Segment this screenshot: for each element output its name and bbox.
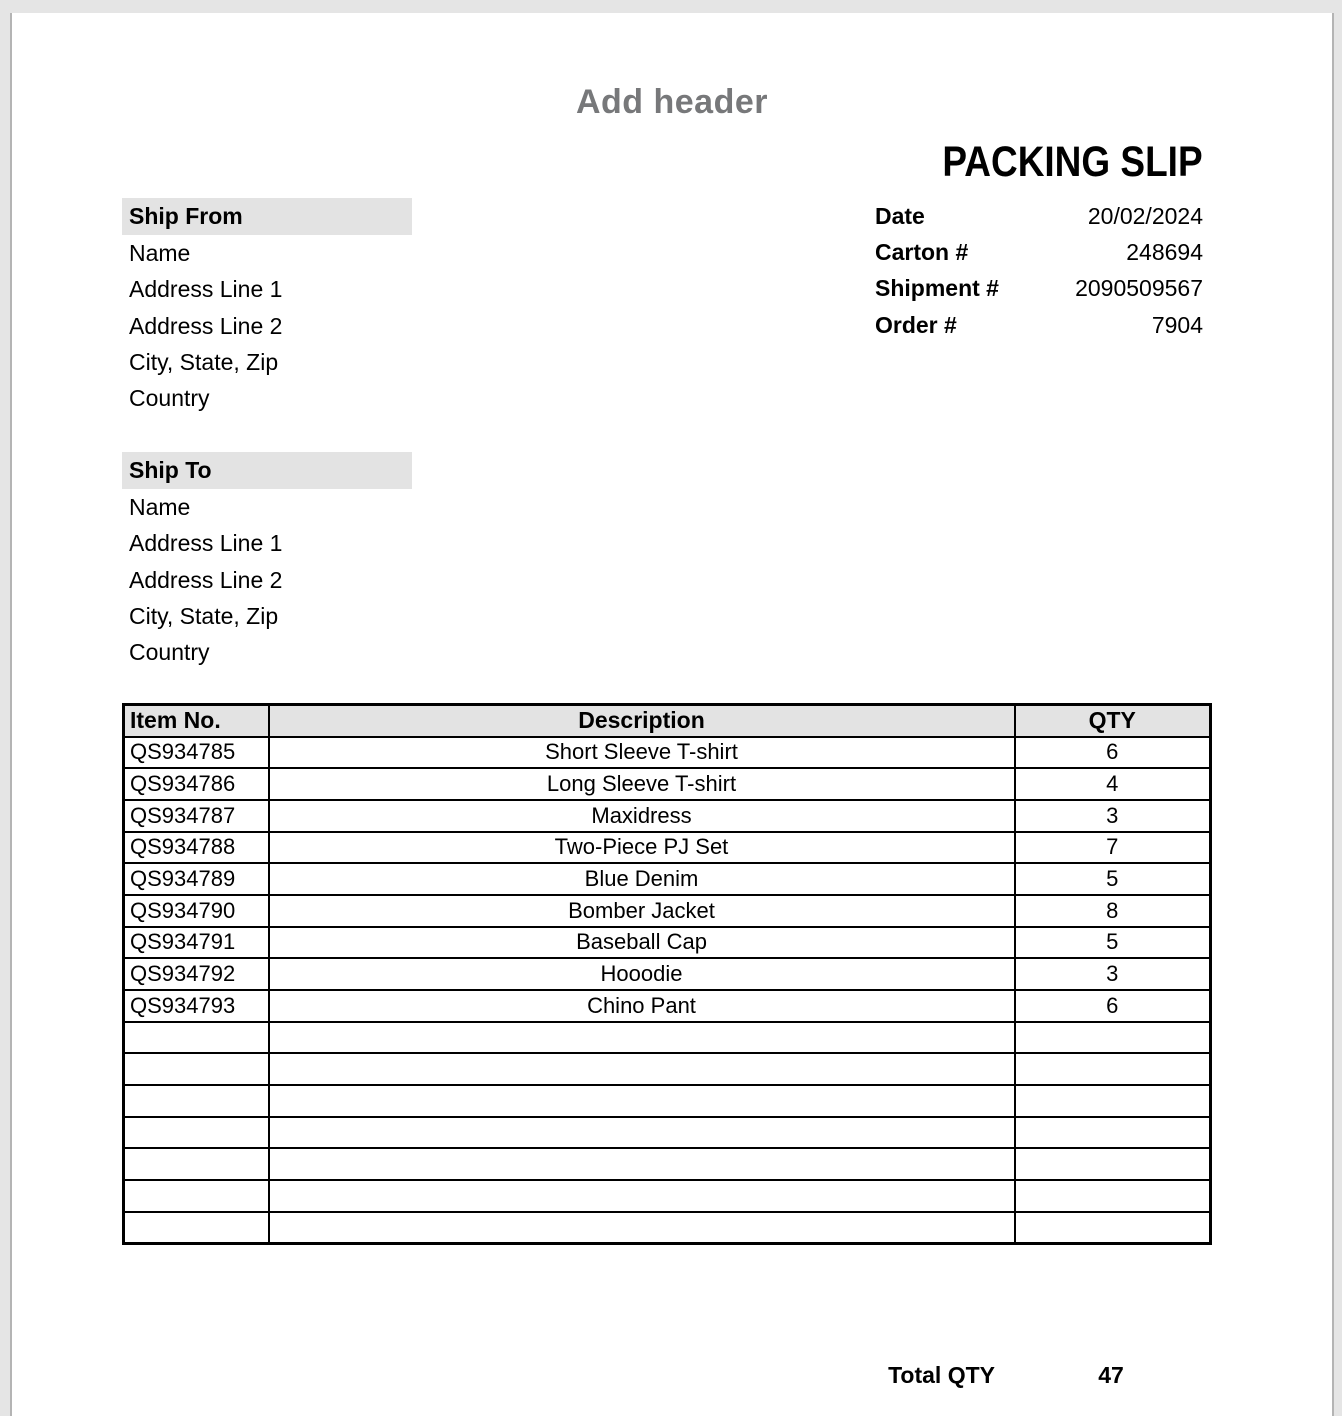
total-qty-label: Total QTY	[888, 1362, 995, 1388]
description-cell[interactable]	[269, 1117, 1015, 1149]
item-no-cell[interactable]: QS934790	[124, 895, 269, 927]
date-value[interactable]: 20/02/2024	[1087, 202, 1203, 229]
qty-cell[interactable]: 5	[1015, 927, 1211, 959]
qty-cell[interactable]: 3	[1015, 958, 1211, 990]
item-no-cell[interactable]: QS934791	[124, 927, 269, 959]
ship-to-country[interactable]: Country	[129, 639, 210, 666]
description-cell[interactable]: Hooodie	[269, 958, 1015, 990]
col-header-qty: QTY	[1015, 705, 1211, 737]
qty-cell[interactable]	[1015, 1022, 1211, 1054]
add-header-placeholder[interactable]: Add header	[575, 83, 769, 121]
table-row-empty	[124, 1212, 1211, 1244]
total-qty-value[interactable]: 47	[1098, 1362, 1124, 1388]
table-row-empty	[124, 1117, 1211, 1149]
item-no-cell[interactable]	[124, 1085, 269, 1117]
table-row	[124, 927, 1211, 959]
table-row-empty	[124, 1085, 1211, 1117]
item-no-cell[interactable]	[124, 1148, 269, 1180]
item-no-cell[interactable]	[124, 1053, 269, 1085]
items-header-row	[124, 705, 1211, 737]
table-row	[124, 832, 1211, 864]
qty-cell[interactable]: 6	[1015, 737, 1211, 769]
carton-value[interactable]: 248694	[1126, 238, 1203, 265]
shipment-value[interactable]: 2090509567	[1075, 275, 1203, 302]
shipment-label: Shipment #	[875, 275, 999, 302]
ship-from-name[interactable]: Name	[129, 240, 191, 266]
info-row-shipment	[875, 271, 1203, 307]
description-cell[interactable]: Blue Denim	[269, 863, 1015, 895]
description-cell[interactable]: Maxidress	[269, 800, 1015, 832]
table-row	[124, 800, 1211, 832]
item-no-cell[interactable]	[124, 1117, 269, 1149]
qty-cell[interactable]: 3	[1015, 800, 1211, 832]
item-no-cell[interactable]: QS934792	[124, 958, 269, 990]
qty-cell[interactable]: 5	[1015, 863, 1211, 895]
table-row	[124, 958, 1211, 990]
qty-cell[interactable]	[1015, 1085, 1211, 1117]
ship-from-city-state-zip[interactable]: City, State, Zip	[129, 348, 279, 375]
qty-cell[interactable]	[1015, 1212, 1211, 1244]
item-no-cell[interactable]: QS934793	[124, 990, 269, 1022]
table-row-empty	[124, 1022, 1211, 1054]
description-cell[interactable]: Short Sleeve T-shirt	[269, 737, 1015, 769]
ship-to-city-state-zip[interactable]: City, State, Zip	[129, 602, 279, 629]
description-cell[interactable]: Baseball Cap	[269, 927, 1015, 959]
ship-to-section	[122, 452, 412, 670]
description-cell[interactable]	[269, 1148, 1015, 1180]
document-page	[10, 13, 1334, 1416]
qty-cell[interactable]: 8	[1015, 895, 1211, 927]
table-row-empty	[124, 1053, 1211, 1085]
item-no-cell[interactable]: QS934789	[124, 863, 269, 895]
info-row-order	[875, 307, 1203, 343]
item-no-cell[interactable]	[124, 1022, 269, 1054]
description-cell[interactable]	[269, 1022, 1015, 1054]
qty-cell[interactable]	[1015, 1117, 1211, 1149]
total-qty-row	[122, 1362, 1209, 1389]
info-row-carton	[875, 234, 1203, 270]
description-cell[interactable]	[269, 1212, 1015, 1244]
item-no-cell[interactable]: QS934786	[124, 768, 269, 800]
description-cell[interactable]	[269, 1180, 1015, 1212]
order-label: Order #	[875, 311, 957, 338]
items-table	[122, 703, 1212, 1245]
table-row	[124, 768, 1211, 800]
ship-from-section	[122, 198, 412, 416]
ship-from-address-2[interactable]: Address Line 2	[129, 312, 283, 339]
info-row-date	[875, 198, 1203, 234]
table-row	[124, 737, 1211, 769]
ship-to-address-1[interactable]: Address Line 1	[129, 530, 283, 557]
qty-cell[interactable]	[1015, 1053, 1211, 1085]
qty-cell[interactable]: 7	[1015, 832, 1211, 864]
date-label: Date	[875, 202, 925, 229]
qty-cell[interactable]	[1015, 1180, 1211, 1212]
ship-to-name[interactable]: Name	[129, 494, 191, 520]
qty-cell[interactable]: 6	[1015, 990, 1211, 1022]
item-no-cell[interactable]: QS934787	[124, 800, 269, 832]
col-header-item-no: Item No.	[124, 705, 269, 737]
description-cell[interactable]: Two-Piece PJ Set	[269, 832, 1015, 864]
qty-cell[interactable]: 4	[1015, 768, 1211, 800]
description-cell[interactable]: Chino Pant	[269, 990, 1015, 1022]
ship-to-label[interactable]: Ship To	[122, 452, 412, 489]
ship-to-address-2[interactable]: Address Line 2	[129, 566, 283, 593]
order-value[interactable]: 7904	[1151, 311, 1203, 338]
qty-cell[interactable]	[1015, 1148, 1211, 1180]
item-no-cell[interactable]	[124, 1180, 269, 1212]
shipment-info-section	[875, 198, 1203, 343]
carton-label: Carton #	[875, 238, 969, 265]
description-cell[interactable]	[269, 1053, 1015, 1085]
table-row	[124, 895, 1211, 927]
table-row	[124, 990, 1211, 1022]
item-no-cell[interactable]: QS934785	[124, 737, 269, 769]
table-row-empty	[124, 1148, 1211, 1180]
item-no-cell[interactable]: QS934788	[124, 832, 269, 864]
description-cell[interactable]: Bomber Jacket	[269, 895, 1015, 927]
ship-from-country[interactable]: Country	[129, 385, 210, 412]
description-cell[interactable]	[269, 1085, 1015, 1117]
item-no-cell[interactable]	[124, 1212, 269, 1244]
description-cell[interactable]: Long Sleeve T-shirt	[269, 768, 1015, 800]
ship-from-address-1[interactable]: Address Line 1	[129, 276, 283, 303]
table-row	[124, 863, 1211, 895]
ship-from-label[interactable]: Ship From	[122, 198, 412, 235]
page-title: PACKING SLIP	[942, 138, 1203, 186]
col-header-description: Description	[269, 705, 1015, 737]
table-row-empty	[124, 1180, 1211, 1212]
